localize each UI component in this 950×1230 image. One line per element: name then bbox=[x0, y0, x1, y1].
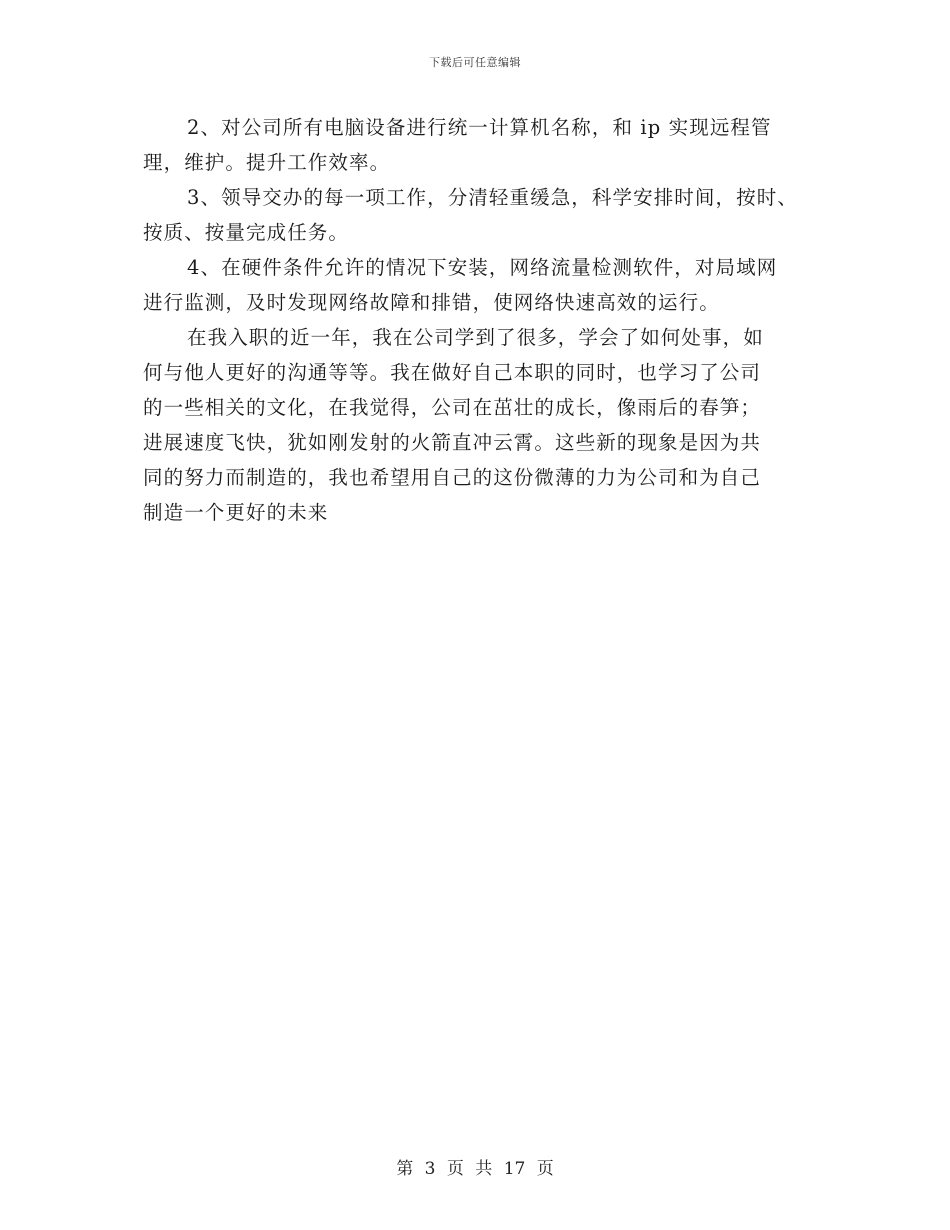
page-number-footer: 第 3 页 共 17 页 bbox=[396, 1159, 554, 1179]
paragraph-line: 的一些相关的文化，在我觉得，公司在茁壮的成长，像雨后的春笋； bbox=[143, 396, 762, 419]
paragraph-3 bbox=[143, 180, 813, 250]
paragraph-line: 进行监测，及时发现网络故障和排错，使网络快速高效的运行。 bbox=[143, 291, 720, 314]
paragraph-summary bbox=[143, 320, 813, 530]
paragraph-line: 何与他人更好的沟通等等。我在做好自己本职的同时，也学习了公司 bbox=[143, 361, 762, 384]
paragraph-2 bbox=[143, 110, 813, 180]
page-header: 下载后可任意编辑 bbox=[429, 56, 521, 69]
paragraph-line: 3、领导交办的每一项工作，分清轻重缓急，科学安排时间，按时、 bbox=[187, 186, 798, 209]
paragraph-line: 制造一个更好的未来 bbox=[143, 501, 329, 524]
paragraph-line: 理，维护。提升工作效率。 bbox=[143, 151, 391, 174]
document-body bbox=[143, 110, 813, 530]
paragraph-line: 进展速度飞快，犹如刚发射的火箭直冲云霄。这些新的现象是因为共 bbox=[143, 431, 762, 454]
paragraph-line: 按质、按量完成任务。 bbox=[143, 221, 350, 244]
paragraph-line: 在我入职的近一年，我在公司学到了很多，学会了如何处事，如 bbox=[187, 326, 764, 349]
paragraph-line: 4、在硬件条件允许的情况下安装，网络流量检测软件，对局域网 bbox=[187, 256, 778, 279]
paragraph-line: 2、对公司所有电脑设备进行统一计算机名称，和 ip 实现远程管 bbox=[187, 116, 772, 139]
paragraph-line: 同的努力而制造的，我也希望用自己的这份微薄的力为公司和为自己 bbox=[143, 466, 762, 489]
paragraph-4 bbox=[143, 250, 813, 320]
